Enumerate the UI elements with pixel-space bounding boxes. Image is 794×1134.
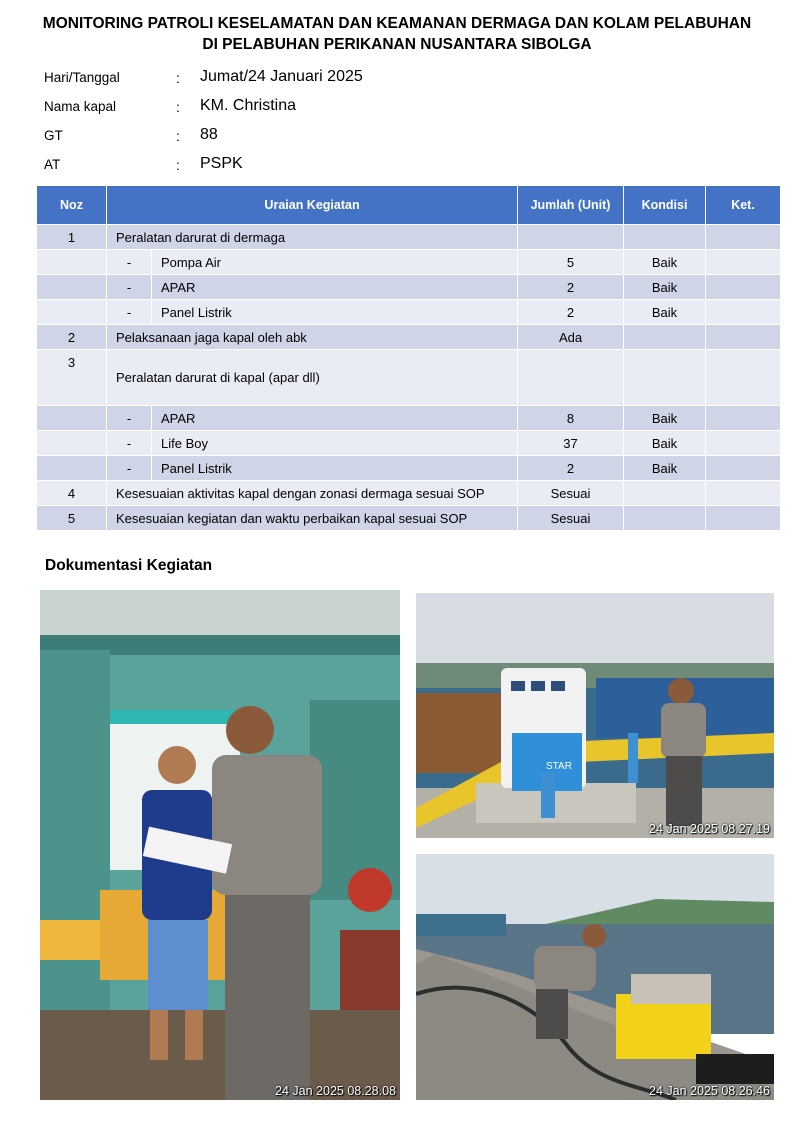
cell-kondisi: Baik xyxy=(624,300,706,325)
cell-dash: - xyxy=(107,275,152,300)
cell-jumlah: Sesuai xyxy=(518,506,624,531)
panel-sign-text: STAR xyxy=(546,761,572,772)
cell-no xyxy=(37,431,107,456)
cell-no xyxy=(37,406,107,431)
photo-dock-panel xyxy=(416,593,774,838)
info-label: Hari/Tanggal xyxy=(44,70,120,85)
header-kondisi: Kondisi xyxy=(624,186,706,225)
cell-jumlah xyxy=(518,225,624,250)
wharf-check-illustration xyxy=(416,854,774,1100)
cell-kondisi: Baik xyxy=(624,406,706,431)
cell-kondisi xyxy=(624,350,706,406)
header-uraian: Uraian Kegiatan xyxy=(107,186,518,225)
cell-kondisi: Baik xyxy=(624,275,706,300)
cell-jumlah: 8 xyxy=(518,406,624,431)
photo-onboard-inspection xyxy=(40,590,400,1100)
cell-kondisi xyxy=(624,225,706,250)
cell-no xyxy=(37,456,107,481)
header-jumlah: Jumlah (Unit) xyxy=(518,186,624,225)
cell-item: Life Boy xyxy=(152,431,518,456)
info-label: AT xyxy=(44,157,61,172)
cell-dash: - xyxy=(107,431,152,456)
table-header-row xyxy=(37,186,781,225)
table-row xyxy=(37,506,781,531)
table-row xyxy=(37,250,781,275)
cell-item: APAR xyxy=(152,406,518,431)
cell-uraian: Pelaksanaan jaga kapal oleh abk xyxy=(107,325,518,350)
cell-no: 3 xyxy=(37,350,107,406)
cell-uraian: Kesesuaian aktivitas kapal dengan zonasi dermaga sesuai SOP xyxy=(107,481,518,506)
info-value: PSPK xyxy=(200,155,243,172)
table-row xyxy=(37,406,781,431)
onboard-inspection-illustration xyxy=(40,590,400,1100)
document-title xyxy=(0,13,794,55)
cell-jumlah: 2 xyxy=(518,456,624,481)
cell-no: 4 xyxy=(37,481,107,506)
cell-jumlah: 37 xyxy=(518,431,624,456)
cell-uraian: Kesesuaian kegiatan dan waktu perbaikan kapal sesuai SOP xyxy=(107,506,518,531)
cell-ket xyxy=(706,225,781,250)
info-value: Jumat/24 Januari 2025 xyxy=(200,68,363,85)
documentation-title: Dokumentasi Kegiatan xyxy=(45,557,213,574)
table-row xyxy=(37,431,781,456)
photo-timestamp: 24 Jan 2025 08.27.19 xyxy=(649,822,770,836)
cell-dash: - xyxy=(107,300,152,325)
activity-table xyxy=(36,185,781,531)
info-label: GT xyxy=(44,128,63,143)
cell-ket xyxy=(706,300,781,325)
info-row-ship-name xyxy=(44,96,544,125)
info-row-gt xyxy=(44,125,544,154)
info-block xyxy=(44,67,544,183)
cell-jumlah: 2 xyxy=(518,275,624,300)
cell-jumlah: Sesuai xyxy=(518,481,624,506)
photo-wharf-check xyxy=(416,854,774,1100)
cell-item: APAR xyxy=(152,275,518,300)
cell-no xyxy=(37,275,107,300)
cell-uraian: Peralatan darurat di kapal (apar dll) xyxy=(107,350,518,406)
info-colon: : xyxy=(176,70,180,86)
cell-no: 1 xyxy=(37,225,107,250)
cell-kondisi: Baik xyxy=(624,456,706,481)
info-label: Nama kapal xyxy=(44,99,117,114)
title-line-2: DI PELABUHAN PERIKANAN NUSANTARA SIBOLGA xyxy=(202,36,592,53)
info-colon: : xyxy=(176,128,180,144)
table-row xyxy=(37,481,781,506)
photo-timestamp: 24 Jan 2025 08.28.08 xyxy=(275,1084,396,1098)
title-line-1: MONITORING PATROLI KESELAMATAN DAN KEAMANAN DERMAGA DAN KOLAM PELABUHAN xyxy=(42,15,752,32)
cell-ket xyxy=(706,350,781,406)
cell-ket xyxy=(706,250,781,275)
header-ket: Ket. xyxy=(706,186,781,225)
cell-item: Panel Listrik xyxy=(152,456,518,481)
cell-dash: - xyxy=(107,456,152,481)
cell-item: Panel Listrik xyxy=(152,300,518,325)
cell-kondisi xyxy=(624,325,706,350)
cell-kondisi xyxy=(624,506,706,531)
info-colon: : xyxy=(176,99,180,115)
dock-panel-illustration xyxy=(416,593,774,838)
table-row xyxy=(37,275,781,300)
cell-no: 2 xyxy=(37,325,107,350)
cell-no xyxy=(37,250,107,275)
info-row-date xyxy=(44,67,544,96)
cell-no xyxy=(37,300,107,325)
photo-timestamp: 24 Jan 2025 08.26.46 xyxy=(649,1084,770,1098)
cell-ket xyxy=(706,481,781,506)
cell-kondisi: Baik xyxy=(624,250,706,275)
cell-ket xyxy=(706,275,781,300)
cell-kondisi: Baik xyxy=(624,431,706,456)
table-row xyxy=(37,456,781,481)
cell-ket xyxy=(706,506,781,531)
cell-jumlah: Ada xyxy=(518,325,624,350)
cell-jumlah: 2 xyxy=(518,300,624,325)
cell-dash: - xyxy=(107,406,152,431)
cell-ket xyxy=(706,406,781,431)
cell-jumlah xyxy=(518,350,624,406)
table-row xyxy=(37,350,781,406)
info-row-at xyxy=(44,154,544,183)
cell-item: Pompa Air xyxy=(152,250,518,275)
header-no: Noz xyxy=(37,186,107,225)
info-value: 88 xyxy=(200,126,218,143)
info-colon: : xyxy=(176,157,180,173)
cell-ket xyxy=(706,325,781,350)
info-value: KM. Christina xyxy=(200,97,297,114)
cell-kondisi xyxy=(624,481,706,506)
cell-dash: - xyxy=(107,250,152,275)
table-row xyxy=(37,300,781,325)
cell-jumlah: 5 xyxy=(518,250,624,275)
cell-ket xyxy=(706,456,781,481)
table-row xyxy=(37,325,781,350)
table-row xyxy=(37,225,781,250)
cell-uraian: Peralatan darurat di dermaga xyxy=(107,225,518,250)
cell-no: 5 xyxy=(37,506,107,531)
cell-ket xyxy=(706,431,781,456)
